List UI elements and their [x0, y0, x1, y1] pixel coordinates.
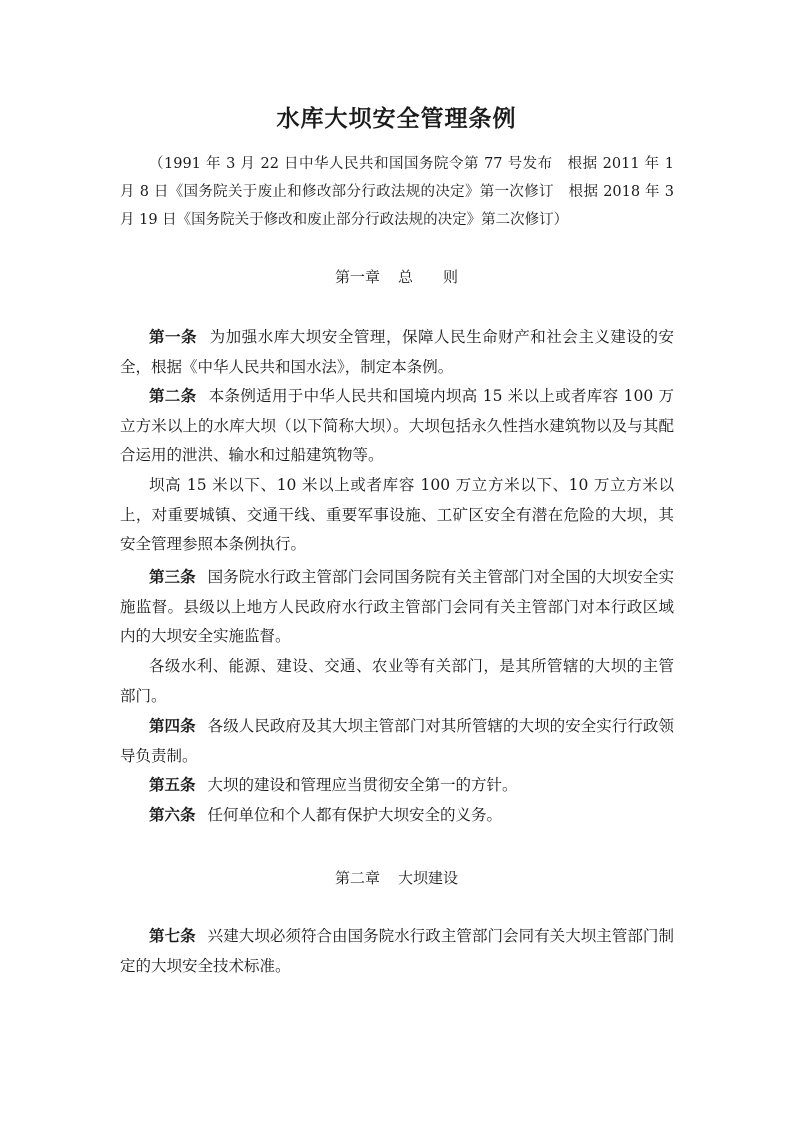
article-text: 各级人民政府及其大坝主管部门对其所管辖的大坝的安全实行行政领导负责制。 [120, 717, 674, 765]
article-label: 第五条 [149, 776, 196, 794]
article-4 [120, 712, 674, 771]
document-subtitle: （1991 年 3 月 22 日中华人民共和国国务院令第 77 号发布 根据 2011 年 1 月 8 日《国务院关于废止和修改部分行政法规的决定》第一次修订 根据 2018 年 3 月 19 日《国务院关于修改和废止部分行政法规的决定》第二次修订） [120, 156, 674, 228]
article-2 [120, 382, 674, 471]
article-6 [120, 801, 674, 831]
article-label: 第六条 [149, 806, 196, 824]
chapter-heading-1 [0, 266, 793, 287]
article-text: 任何单位和个人都有保护大坝安全的义务。 [207, 806, 503, 824]
article-5 [120, 771, 674, 801]
article-text: 大坝的建设和管理应当贯彻安全第一的方针。 [207, 776, 518, 794]
chapter-number: 第一章 [334, 268, 380, 286]
article-text: 坝高 15 米以下、10 米以上或者库容 100 万立方米以下、10 万立方米以上，对重要城镇、交通干线、重要军事设施、工矿区安全有潜在危险的大坝，其安全管理参照本条例执行。 [120, 476, 674, 554]
article-3-paragraph-2 [120, 652, 674, 711]
article-text: 国务院水行政主管部门会同国务院有关主管部门对全国的大坝安全实施监督。县级以上地方人民政府水行政主管部门会同有关主管部门对本行政区域内的大坝安全实施监督。 [120, 568, 674, 646]
article-text: 为加强水库大坝安全管理，保障人民生命财产和社会主义建设的安全，根据《中华人民共和国水法》，制定本条例。 [120, 328, 674, 376]
article-7 [120, 922, 674, 981]
article-text: 兴建大坝必须符合由国务院水行政主管部门会同有关大坝主管部门制定的大坝安全技术标准。 [120, 927, 674, 975]
chapter-title: 总 则 [398, 268, 459, 286]
article-2-paragraph-2 [120, 471, 674, 560]
document-title: 水库大坝安全管理条例 [276, 106, 517, 132]
chapter-title: 大坝建设 [398, 869, 459, 887]
chapter-heading-2 [0, 867, 793, 888]
article-label: 第一条 [149, 328, 198, 346]
article-text: 各级水利、能源、建设、交通、农业等有关部门，是其所管辖的大坝的主管部门。 [120, 657, 674, 705]
article-1 [120, 323, 674, 382]
chapter-number: 第二章 [334, 869, 380, 887]
article-label: 第三条 [149, 568, 196, 586]
article-3 [120, 563, 674, 652]
article-text: 本条例适用于中华人民共和国境内坝高 15 米以上或者库容 100 万立方米以上的水库大坝（以下简称大坝）。大坝包括永久性挡水建筑物以及与其配合运用的泄洪、输水和过船建筑物等。 [120, 387, 674, 465]
article-label: 第七条 [149, 927, 196, 945]
article-label: 第二条 [149, 387, 197, 405]
article-label: 第四条 [149, 717, 196, 735]
